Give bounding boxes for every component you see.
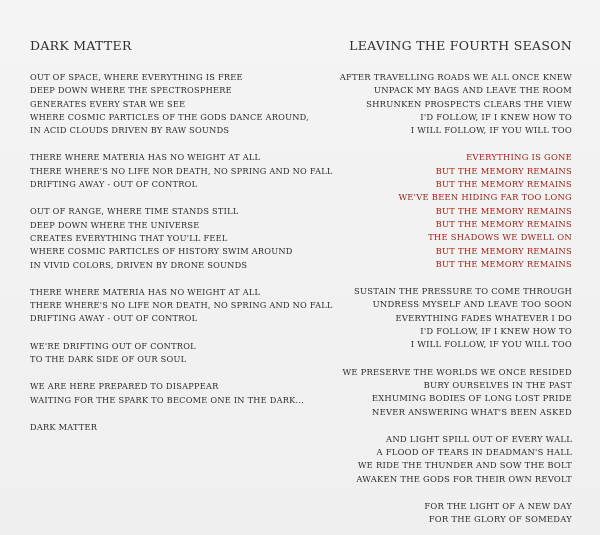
lyric-line: THERE WHERE'S NO LIFE NOR DEATH, NO SPRING AND NO FALL <box>30 165 333 176</box>
stanza <box>322 433 572 486</box>
lyric-line: WHERE COSMIC PARTICLES OF THE GODS DANCE AROUND, <box>30 111 310 122</box>
chorus-line: BUT THE MEMORY REMAINS <box>435 179 572 190</box>
lyric-line: IN ACID CLOUDS DRIVEN BY RAW SOUNDS <box>30 125 230 136</box>
lyric-line: IN VIVID COLORS, DRIVEN BY DRONE SOUNDS <box>30 259 248 270</box>
lyric-line: UNPACK MY BAGS AND LEAVE THE ROOM <box>373 85 572 96</box>
lyric-line: AFTER TRAVELLING ROADS WE ALL ONCE KNEW <box>339 72 572 82</box>
lyric-line: DEEP DOWN WHERE THE SPECTROSPHERE <box>30 85 232 96</box>
lyric-line: I'D FOLLOW, IF I KNEW HOW TO <box>420 111 572 122</box>
lyric-line: OUT OF RANGE, WHERE TIME STANDS STILL <box>30 206 239 217</box>
right-lyrics-column <box>322 38 572 535</box>
stanza <box>30 151 333 191</box>
lyric-line: A FLOOD OF TEARS IN DEADMAN'S HALL <box>376 447 572 458</box>
stanza <box>322 285 572 351</box>
chorus-line: BUT THE MEMORY REMAINS <box>435 245 572 256</box>
chorus-line: BUT THE MEMORY REMAINS <box>435 258 572 269</box>
stanza <box>30 286 333 326</box>
lyric-line: THERE WHERE MATERIA HAS NO WEIGHT AT ALL <box>30 286 261 297</box>
left-lyrics-column <box>30 38 333 434</box>
lyric-line: NEVER ANSWERING WHAT'S BEEN ASKED <box>372 406 572 417</box>
chorus-stanza <box>322 151 572 271</box>
chorus-line: THE SHADOWS WE DWELL ON <box>428 232 572 243</box>
lyric-line: DRIFTING AWAY - OUT OF CONTROL <box>30 179 198 190</box>
lyric-line: TO THE DARK SIDE OF OUR SOUL <box>30 354 187 365</box>
lyric-line: CREATES EVERYTHING THAT YOU'LL FEEL <box>30 232 228 243</box>
stanza <box>30 340 310 367</box>
lyric-line: I WILL FOLLOW, IF YOU WILL TOO <box>410 125 572 136</box>
stanza <box>30 205 310 271</box>
lyric-line: WE ARE HERE PREPARED TO DISAPPEAR <box>30 381 219 392</box>
lyric-line: I'D FOLLOW, IF I KNEW HOW TO <box>420 326 572 337</box>
song-title-dark-matter: DARK MATTER <box>30 38 132 53</box>
lyric-line: THERE WHERE'S NO LIFE NOR DEATH, NO SPRING AND NO FALL <box>30 300 333 311</box>
stanza <box>322 71 572 137</box>
lyric-line: THERE WHERE MATERIA HAS NO WEIGHT AT ALL <box>30 152 261 163</box>
lyric-line: DRIFTING AWAY - OUT OF CONTROL <box>30 313 198 324</box>
lyric-line: WE PRESERVE THE WORLDS WE ONCE RESIDED <box>342 366 572 377</box>
stanza <box>322 366 572 419</box>
lyric-line: OUT OF SPACE, WHERE EVERYTHING IS FREE <box>30 72 243 82</box>
lyric-line: WE RIDE THE THUNDER AND SOW THE BOLT <box>357 460 572 471</box>
song-footer-label: DARK MATTER <box>30 421 98 432</box>
lyric-line: AND LIGHT SPILL OUT OF EVERY WALL <box>386 433 572 444</box>
lyric-line: AWAKEN THE GODS FOR THEIR OWN REVOLT <box>356 473 572 484</box>
lyric-line: EXHUMING BODIES OF LONG LOST PRIDE <box>371 393 572 404</box>
lyric-line: BURY OURSELVES IN THE PAST <box>423 379 572 390</box>
stanza <box>30 71 310 137</box>
lyric-line: GENERATES EVERY STAR WE SEE <box>30 98 186 109</box>
chorus-line: BUT THE MEMORY REMAINS <box>435 218 572 229</box>
lyric-line: FOR THE GLORY OF SOMEDAY <box>428 514 572 525</box>
lyric-line: WAITING FOR THE SPARK TO BECOME ONE IN THE DARK... <box>30 394 305 405</box>
lyric-line: SHRUNKEN PROSPECTS CLEARS THE VIEW <box>366 98 572 109</box>
lyric-line: FOR THE LIGHT OF A NEW DAY <box>424 501 572 512</box>
lyric-line: DEEP DOWN WHERE THE UNIVERSE <box>30 219 200 230</box>
chorus-line: WE'VE BEEN HIDING FAR TOO LONG <box>398 192 572 203</box>
stanza <box>322 500 572 527</box>
lyric-line: WHERE COSMIC PARTICLES OF HISTORY SWIM AROUND <box>30 246 293 257</box>
lyric-line: SUSTAIN THE PRESSURE TO COME THROUGH <box>353 286 572 297</box>
song-title-leaving-the-fourth-season: LEAVING THE FOURTH SEASON <box>349 38 572 53</box>
chorus-line: BUT THE MEMORY REMAINS <box>435 205 572 216</box>
lyric-line: WE'RE DRIFTING OUT OF CONTROL <box>30 340 196 351</box>
lyric-line: UNDRESS MYSELF AND LEAVE TOO SOON <box>372 299 572 310</box>
lyric-line: I WILL FOLLOW, IF YOU WILL TOO <box>410 339 572 350</box>
stanza <box>30 380 310 407</box>
chorus-line: EVERYTHING IS GONE <box>466 152 572 163</box>
lyric-line: EVERYTHING FADES WHATEVER I DO <box>395 312 572 323</box>
chorus-line: BUT THE MEMORY REMAINS <box>435 165 572 176</box>
